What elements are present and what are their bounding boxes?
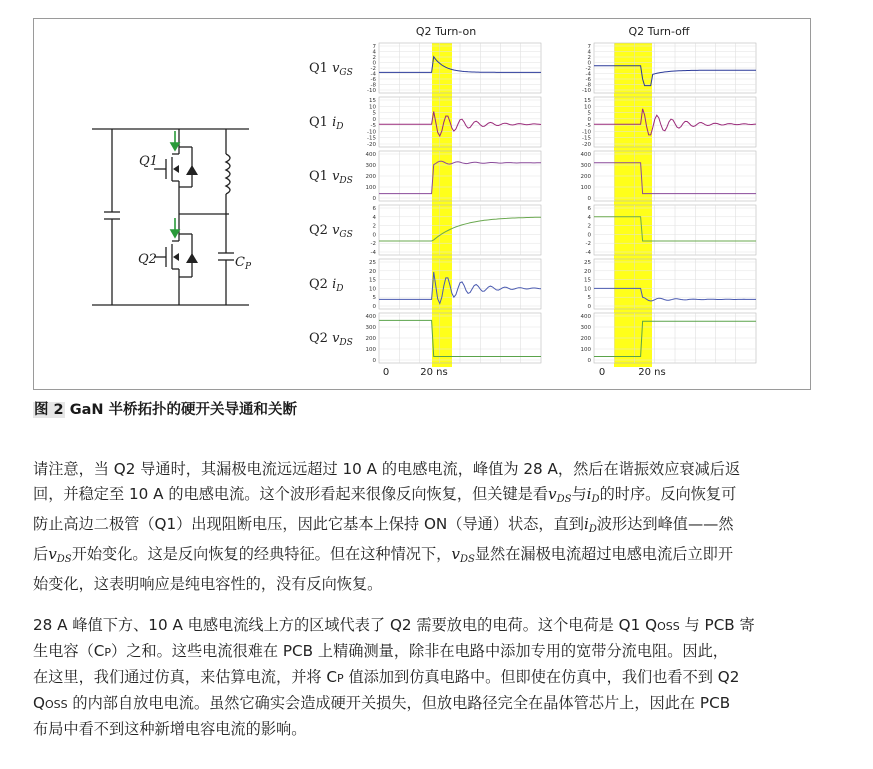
tick-label: 0 xyxy=(372,60,376,67)
tick-label: 2 xyxy=(587,223,591,230)
row-label-0: Q1 $v_{GS}$ xyxy=(309,61,353,78)
tick-label: 0 xyxy=(587,196,591,202)
tick-label: -6 xyxy=(585,77,591,83)
tick-label: -5 xyxy=(370,123,376,130)
cp-label: $C_P$ xyxy=(235,255,252,272)
caption-text: GaN 半桥拓扑的硬开关导通和关断 xyxy=(64,402,298,418)
tick-label: 20 xyxy=(369,268,376,275)
tick-label: -8 xyxy=(585,82,591,89)
tick-label: 300 xyxy=(365,325,376,331)
tick-label: 300 xyxy=(365,163,376,169)
row-label-3: Q2 $v_{GS}$ xyxy=(309,223,353,240)
tick-label: 300 xyxy=(580,163,591,169)
tick-label: 5 xyxy=(587,295,591,302)
tick-label: 4 xyxy=(587,214,591,221)
tick-label: 2 xyxy=(372,55,376,61)
row-label-2: Q1 $v_{DS}$ xyxy=(309,169,353,186)
p1-line-4: 后$v_{DS}$开始变化。这是反向恢复的经典特征。但在这种情况下，$v_{DS}$显然在漏极电流超过电感电流后立即开 xyxy=(33,545,733,565)
tick-label: -6 xyxy=(370,77,376,83)
turn-on-title: Q2 Turn-on xyxy=(415,25,477,38)
tick-label: 0 xyxy=(372,304,376,310)
row-label-1: Q1 $i_D$ xyxy=(309,115,344,132)
tick-label: 15 xyxy=(369,98,376,104)
tick-label: 0 xyxy=(372,116,376,123)
p1-line-2: 回，并稳定至 10 A 的电感电流。这个波形看起来很像反向恢复，但关键是看$v_{DS}$与$i_D$的时序。反向恢复可 xyxy=(33,485,737,505)
tick-label: 25 xyxy=(369,260,376,266)
p2-line-3: 在这里，我们通过仿真，来估算电流，并将 CP 值添加到仿真电路中。但即使在仿真中，我们也看不到 Q2 xyxy=(33,668,740,686)
x-tick-label: 20 ns xyxy=(638,367,666,378)
tick-label: 100 xyxy=(365,185,376,191)
tick-label: 200 xyxy=(580,336,591,342)
tick-label: 4 xyxy=(372,214,376,221)
figure-graphic xyxy=(34,19,812,391)
tick-label: -4 xyxy=(370,250,376,256)
tick-label: 400 xyxy=(365,314,376,320)
waveform-plots xyxy=(309,43,756,378)
tick-label: -8 xyxy=(370,82,376,89)
tick-label: 300 xyxy=(580,325,591,331)
tick-label: 6 xyxy=(372,206,376,212)
row-label-4: Q2 $i_D$ xyxy=(309,277,344,294)
tick-label: 4 xyxy=(372,49,376,56)
tick-label: 15 xyxy=(584,277,591,284)
row-label-5: Q2 $v_{DS}$ xyxy=(309,331,353,348)
tick-label: 7 xyxy=(587,44,591,50)
tick-label: 0 xyxy=(372,232,376,239)
tick-label: 0 xyxy=(587,116,591,123)
turn-off-title: Q2 Turn-off xyxy=(628,25,690,38)
figure-frame xyxy=(33,18,811,390)
tick-label: 0 xyxy=(372,196,376,202)
p1-line-1: 请注意，当 Q2 导通时，其漏极电流远远超过 10 A 的电感电流，峰值为 28 A，然后在谐振效应衰减后返 xyxy=(33,460,741,478)
p1-line-5: 始变化，这表明响应是纯电容性的，没有反向恢复。 xyxy=(33,575,383,593)
p2-line-1: 28 A 峰值下方、10 A 电感电流线上方的区域代表了 Q2 需要放电的电荷。这个电荷是 Q1 QOSS 与 PCB 寄 xyxy=(33,616,755,634)
tick-label: 0 xyxy=(587,358,591,364)
tick-label: 2 xyxy=(372,223,376,230)
tick-label: 0 xyxy=(587,304,591,310)
tick-label: -4 xyxy=(370,71,376,78)
tick-label: 0 xyxy=(587,60,591,67)
tick-label: 7 xyxy=(372,44,376,50)
tick-label: 0 xyxy=(372,358,376,364)
gate-arrows xyxy=(171,131,179,237)
tick-label: 10 xyxy=(584,286,591,293)
q1-label: Q1 xyxy=(139,154,158,169)
p2-line-5: 布局中看不到这种新增电容电流的影响。 xyxy=(33,720,307,738)
tick-label: 25 xyxy=(584,260,591,266)
tick-label: -10 xyxy=(582,129,591,136)
tick-label: 100 xyxy=(365,347,376,353)
tick-label: 5 xyxy=(587,110,591,117)
tick-label: -10 xyxy=(367,129,376,136)
tick-label: -10 xyxy=(582,88,591,94)
tick-label: 100 xyxy=(580,185,591,191)
tick-label: 10 xyxy=(584,104,591,111)
tick-label: 10 xyxy=(369,104,376,111)
tick-label: -15 xyxy=(367,135,376,142)
tick-label: 0 xyxy=(587,232,591,239)
tick-label: 10 xyxy=(369,286,376,293)
x-tick-label: 20 ns xyxy=(420,367,448,378)
tick-label: -4 xyxy=(585,71,591,78)
p2-line-2: 生电容（CP）之和。这些电流很难在 PCB 上精确测量，除非在电路中添加专用的宽带分流电阻。因此， xyxy=(33,642,728,660)
tick-label: 20 xyxy=(584,268,591,275)
tick-label: -10 xyxy=(367,88,376,94)
tick-label: -2 xyxy=(370,241,376,248)
p2-line-4: QOSS 的内部自放电电流。虽然它确实会造成硬开关损失，但放电路径完全在晶体管芯片上，因此在 PCB xyxy=(33,694,731,712)
tick-label: -20 xyxy=(367,142,376,148)
tick-label: 4 xyxy=(587,49,591,56)
tick-label: 5 xyxy=(372,110,376,117)
tick-label: 15 xyxy=(584,98,591,104)
caption-figure-number: 图 2 xyxy=(34,402,64,418)
half-bridge-schematic xyxy=(92,129,249,305)
tick-label: 200 xyxy=(365,174,376,180)
x-tick-label: 0 xyxy=(598,367,606,378)
p1-line-3: 防止高边二极管（Q1）出现阻断电压，因此它基本上保持 ON（导通）状态，直到$i_D$波形达到峰值——然 xyxy=(33,515,734,535)
tick-label: 2 xyxy=(587,55,591,61)
tick-label: 200 xyxy=(365,336,376,342)
tick-label: -15 xyxy=(582,135,591,142)
x-tick-label: 0 xyxy=(382,367,390,378)
tick-label: 15 xyxy=(369,277,376,284)
tick-label: -5 xyxy=(585,123,591,130)
q2-label: Q2 xyxy=(138,252,157,267)
paragraph-1 xyxy=(33,457,823,597)
figure-caption xyxy=(33,398,297,422)
tick-label: 400 xyxy=(580,314,591,320)
tick-label: 400 xyxy=(580,152,591,158)
paragraph-2 xyxy=(33,613,823,742)
tick-label: -20 xyxy=(582,142,591,148)
tick-label: 6 xyxy=(587,206,591,212)
tick-label: -2 xyxy=(585,66,591,72)
tick-label: -2 xyxy=(370,66,376,72)
tick-label: 5 xyxy=(372,295,376,302)
tick-label: 100 xyxy=(580,347,591,353)
tick-label: -4 xyxy=(585,250,591,256)
tick-label: 200 xyxy=(580,174,591,180)
tick-label: -2 xyxy=(585,241,591,248)
tick-label: 400 xyxy=(365,152,376,158)
